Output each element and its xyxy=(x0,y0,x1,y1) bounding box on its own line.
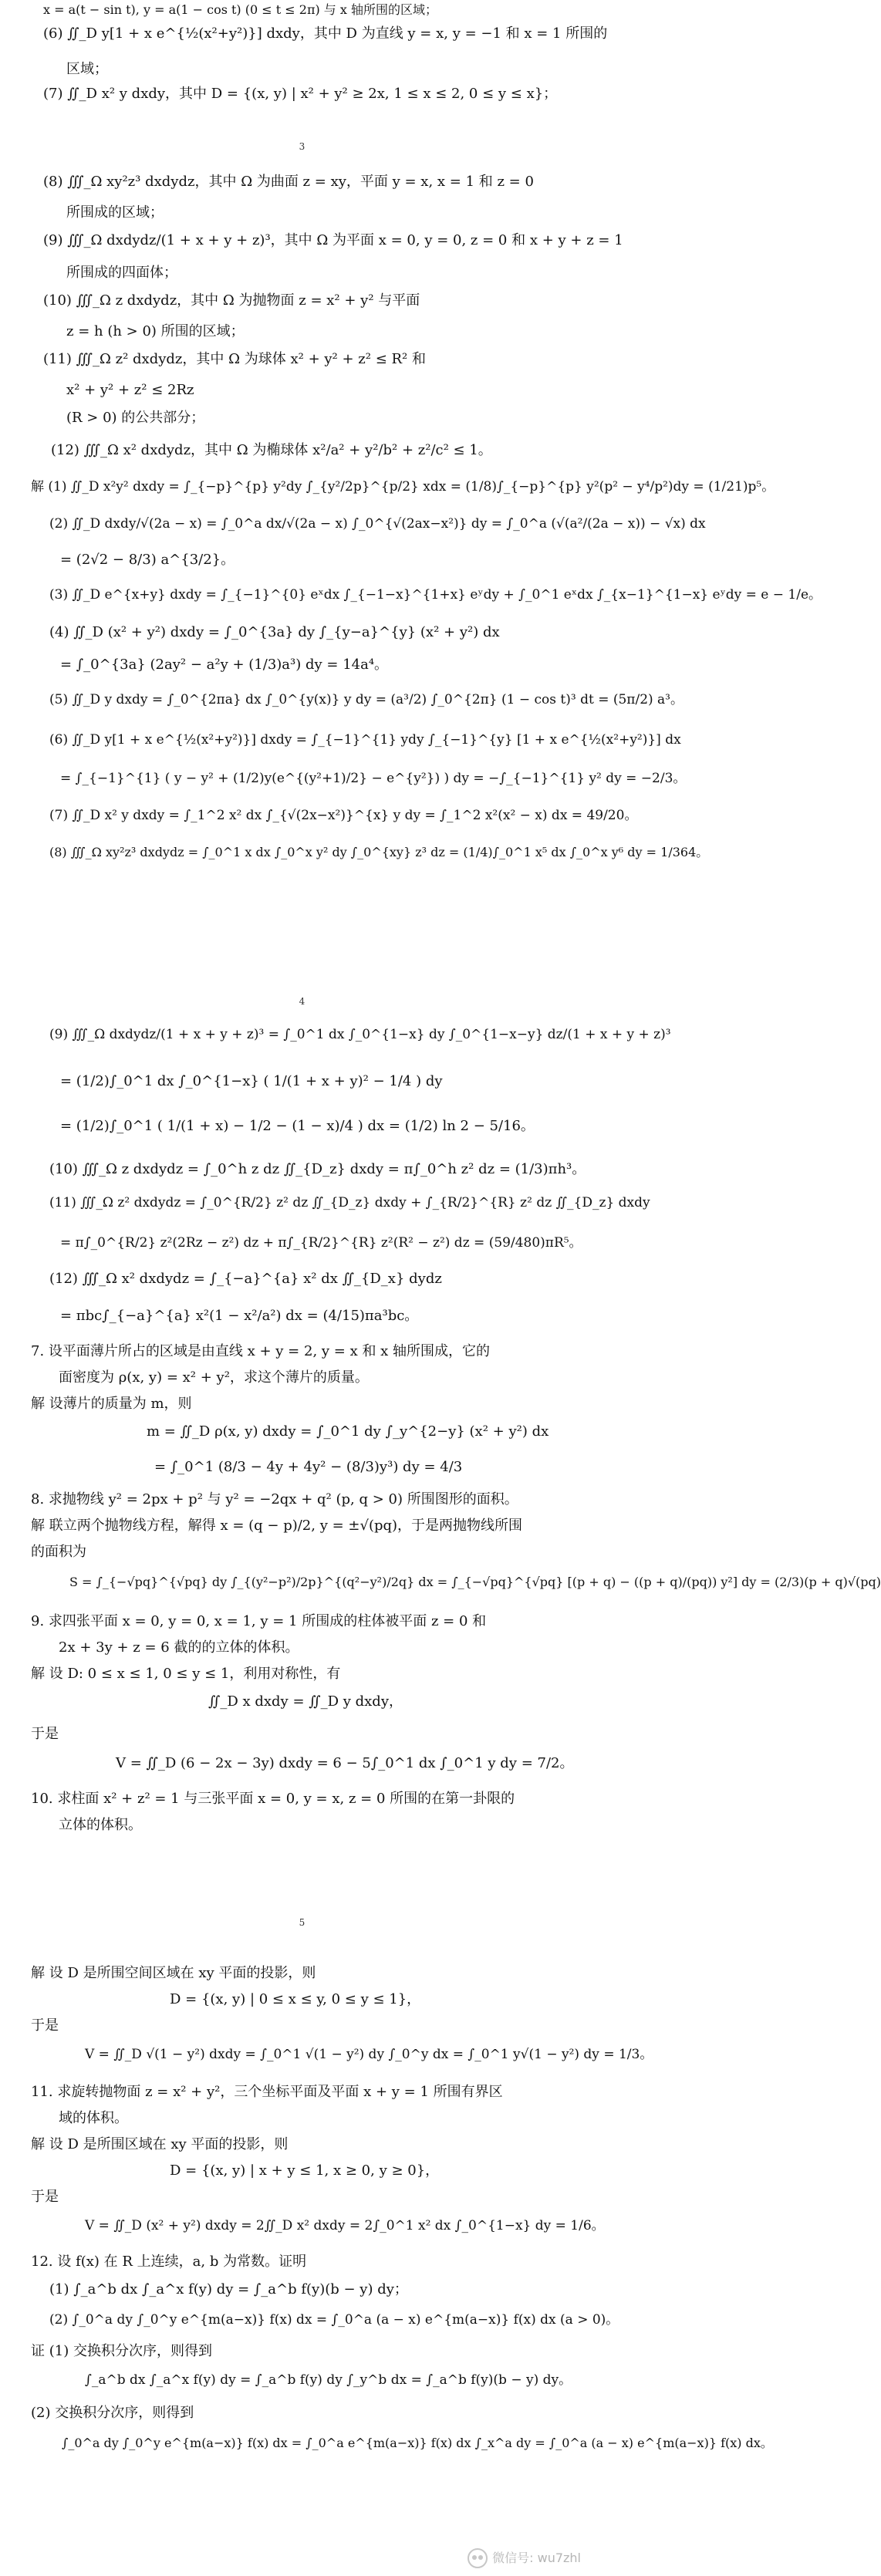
text-line: 所围成的区域； xyxy=(66,204,164,221)
text-line: 解 设 D 是所围区域在 xy 平面的投影，则 xyxy=(31,2136,289,2152)
text-line: = (1/2)∫_0^1 dx ∫_0^{1−x} ( 1/(1 + x + y)² − 1/4 ) dy xyxy=(60,1073,443,1089)
text-line: 所围成的四面体； xyxy=(66,265,177,281)
text-line: (7) ∬_D x² y dxdy，其中 D = {(x, y) | x² + y² ≥ 2x, 1 ≤ x ≤ 2, 0 ≤ y ≤ x}； xyxy=(43,86,558,102)
text-line: V = ∬_D (x² + y²) dxdy = 2∬_D x² dxdy = 2∫_0^1 x² dx ∫_0^{1−x} dy = 1/6。 xyxy=(85,2218,605,2233)
text-line: 区域； xyxy=(66,61,108,77)
text-line: = ∫_0^{3a} (2ay² − a²y + (1/3)a³) dy = 14a⁴。 xyxy=(60,657,389,673)
page-number: 4 xyxy=(299,996,305,1007)
text-line: (9) ∭_Ω dxdydz/(1 + x + y + z)³ = ∫_0^1 dx ∫_0^{1−x} dy ∫_0^{1−x−y} dz/(1 + x + y + z)³ xyxy=(49,1027,671,1042)
text-line: (12) ∭_Ω x² dxdydz = ∫_{−a}^{a} x² dx ∬_{D_x} dydz xyxy=(49,1271,442,1287)
text-line: D = {(x, y) | 0 ≤ x ≤ y, 0 ≤ y ≤ 1}， xyxy=(170,1991,421,2007)
text-line: 解 设 D: 0 ≤ x ≤ 1, 0 ≤ y ≤ 1，利用对称性，有 xyxy=(31,1666,341,1682)
text-line: = (1/2)∫_0^1 ( 1/(1 + x) − 1/2 − (1 − x)/4 ) dx = (1/2) ln 2 − 5/16。 xyxy=(60,1118,535,1134)
text-line: ∫_a^b dx ∫_a^x f(y) dy = ∫_a^b f(y) dy ∫_y^b dx = ∫_a^b f(y)(b − y) dy。 xyxy=(85,2372,572,2388)
text-line: (R > 0) 的公共部分； xyxy=(66,410,205,426)
text-line: x² + y² + z² ≤ 2Rz xyxy=(66,382,194,398)
watermark-text: 微信号: wu7zhl xyxy=(492,2551,581,2566)
text-line: (9) ∭_Ω dxdydz/(1 + x + y + z)³，其中 Ω 为平面 x = 0, y = 0, z = 0 和 x + y + z = 1 xyxy=(43,232,623,248)
wechat-icon xyxy=(468,2548,488,2568)
text-line: (6) ∬_D y[1 + x e^{½(x²+y²)}] dxdy，其中 D 为直线 y = x, y = −1 和 x = 1 所围的 xyxy=(43,25,608,42)
text-line: (1) ∫_a^b dx ∫_a^x f(y) dy = ∫_a^b f(y)(b − y) dy； xyxy=(49,2281,408,2297)
text-line: 解 (1) ∬_D x²y² dxdy = ∫_{−p}^{p} y²dy ∫_{y²/2p}^{p/2} xdx = (1/8)∫_{−p}^{p} y²(p² − y⁴/p²)dy = (1/21)p⁵。 xyxy=(31,479,775,495)
text-line: 解 设 D 是所围空间区域在 xy 平面的投影，则 xyxy=(31,1965,316,1981)
text-line: (4) ∬_D (x² + y²) dxdy = ∫_0^{3a} dy ∫_{y−a}^{y} (x² + y²) dx xyxy=(49,624,500,640)
text-line: D = {(x, y) | x + y ≤ 1, x ≥ 0, y ≥ 0}， xyxy=(170,2162,440,2179)
text-line: 2x + 3y + z = 6 截的的立体的体积。 xyxy=(59,1639,299,1656)
text-line: 解 设薄片的质量为 m，则 xyxy=(31,1396,192,1412)
text-line: (3) ∬_D e^{x+y} dxdy = ∫_{−1}^{0} eˣdx ∫_{−1−x}^{1+x} eʸdy + ∫_0^1 eˣdx ∫_{x−1}^{1−x} eʸdy = e − 1/e。 xyxy=(49,587,822,603)
text-line: 9. 求四张平面 x = 0, y = 0, x = 1, y = 1 所围成的柱体被平面 z = 0 和 xyxy=(31,1613,487,1629)
text-line: (12) ∭_Ω x² dxdydz，其中 Ω 为椭球体 x²/a² + y²/b² + z²/c² ≤ 1。 xyxy=(51,442,492,458)
text-line: V = ∬_D (6 − 2x − 3y) dxdy = 6 − 5∫_0^1 dx ∫_0^1 y dy = 7/2。 xyxy=(116,1755,574,1771)
text-line: (10) ∭_Ω z dxdydz，其中 Ω 为抛物面 z = x² + y² 与平面 xyxy=(43,292,420,309)
text-line: (11) ∭_Ω z² dxdydz = ∫_0^{R/2} z² dz ∬_{D_z} dxdy + ∫_{R/2}^{R} z² dz ∬_{D_z} dxdy xyxy=(49,1195,650,1210)
text-line: 域的体积。 xyxy=(59,2110,128,2126)
text-line: (5) ∬_D y dxdy = ∫_0^{2πa} dx ∫_0^{y(x)} y dy = (a³/2) ∫_0^{2π} (1 − cos t)³ dt = (5π/2) a³。 xyxy=(49,692,684,707)
text-line: (6) ∬_D y[1 + x e^{½(x²+y²)}] dxdy = ∫_{−1}^{1} ydy ∫_{−1}^{y} [1 + x e^{½(x²+y²)}] dx xyxy=(49,732,681,748)
text-line: S = ∫_{−√pq}^{√pq} dy ∫_{(y²−p²)/2p}^{(q²−y²)/2q} dx = ∫_{−√pq}^{√pq} [(p + q) − ((p + q)/(pq)) y²] dy = (2/3)(p + q)√(pq) xyxy=(69,1575,881,1589)
text-line: 面密度为 ρ(x, y) = x² + y²，求这个薄片的质量。 xyxy=(59,1369,369,1386)
text-line: = ∫_0^1 (8/3 − 4y + 4y² − (8/3)y³) dy = 4/3 xyxy=(154,1459,463,1475)
text-line: = ∫_{−1}^{1} ( y − y² + (1/2)y(e^{(y²+1)/2} − e^{y²}) ) dy = −∫_{−1}^{1} y² dy = −2/3。 xyxy=(60,771,687,786)
text-line: (8) ∭_Ω xy²z³ dxdydz，其中 Ω 为曲面 z = xy，平面 y = x, x = 1 和 z = 0 xyxy=(43,174,534,190)
text-line: 证 (1) 交换积分次序，则得到 xyxy=(31,2343,212,2359)
text-line: 于是 xyxy=(31,2017,59,2034)
text-line: 于是 xyxy=(31,1726,59,1742)
text-line: 解 联立两个抛物线方程，解得 x = (q − p)/2, y = ±√(pq)，于是两抛物线所围 xyxy=(31,1518,523,1534)
text-line: (10) ∭_Ω z dxdydz = ∫_0^h z dz ∬_{D_z} dxdy = π∫_0^h z² dz = (1/3)πh³。 xyxy=(49,1161,586,1177)
text-line: 于是 xyxy=(31,2189,59,2205)
text-line: 7. 设平面薄片所占的区域是由直线 x + y = 2, y = x 和 x 轴所围成，它的 xyxy=(31,1343,491,1359)
text-line: 立体的体积。 xyxy=(59,1817,142,1833)
text-line: (2) ∬_D dxdy/√(2a − x) = ∫_0^a dx/√(2a − x) ∫_0^{√(2ax−x²)} dy = ∫_0^a (√(a²/(2a − x)) − √x) dx xyxy=(49,516,706,532)
text-line: (2) 交换积分次序，则得到 xyxy=(31,2405,194,2421)
text-line: 12. 设 f(x) 在 R 上连续，a, b 为常数。证明 xyxy=(31,2254,307,2270)
text-line: = (2√2 − 8/3) a^{3/2}。 xyxy=(60,552,235,568)
text-line: ∬_D x dxdy = ∬_D y dxdy， xyxy=(208,1693,403,1710)
text-line: (8) ∭_Ω xy²z³ dxdydz = ∫_0^1 x dx ∫_0^x y² dy ∫_0^{xy} z³ dz = (1/4)∫_0^1 x⁵ dx ∫_0^x y⁶ dy = 1/364。 xyxy=(49,845,709,859)
text-line: (2) ∫_0^a dy ∫_0^y e^{m(a−x)} f(x) dx = ∫_0^a (a − x) e^{m(a−x)} f(x) dx (a > 0)。 xyxy=(49,2312,619,2328)
text-line: (7) ∬_D x² y dxdy = ∫_1^2 x² dx ∫_{√(2x−x²)}^{x} y dy = ∫_1^2 x²(x² − x) dx = 49/20。 xyxy=(49,808,638,823)
text-line: 的面积为 xyxy=(31,1544,86,1560)
text-line: = πbc∫_{−a}^{a} x²(1 − x²/a²) dx = (4/15)πa³bc。 xyxy=(60,1308,419,1324)
text-line: 11. 求旋转抛物面 z = x² + y²，三个坐标平面及平面 x + y = 1 所围有界区 xyxy=(31,2084,503,2100)
text-line: z = h (h > 0) 所围的区域； xyxy=(66,323,245,339)
text-line: 8. 求抛物线 y² = 2px + p² 与 y² = −2qx + q² (p, q > 0) 所围图形的面积。 xyxy=(31,1491,518,1507)
text-line: ∫_0^a dy ∫_0^y e^{m(a−x)} f(x) dx = ∫_0^a e^{m(a−x)} f(x) dx ∫_x^a dy = ∫_0^a (a − x) e^{m(a−x)} f(x) dx。 xyxy=(62,2436,773,2450)
text-line: m = ∬_D ρ(x, y) dxdy = ∫_0^1 dy ∫_y^{2−y} (x² + y²) dx xyxy=(147,1423,549,1440)
page-number: 3 xyxy=(299,141,305,152)
watermark xyxy=(468,2548,581,2568)
text-line: 10. 求柱面 x² + z² = 1 与三张平面 x = 0, y = x, z = 0 所围的在第一卦限的 xyxy=(31,1791,515,1807)
text-line: = π∫_0^{R/2} z²(2Rz − z²) dz + π∫_{R/2}^{R} z²(R² − z²) dz = (59/480)πR⁵。 xyxy=(60,1235,582,1251)
text-line: x = a(t − sin t), y = a(1 − cos t) (0 ≤ t ≤ 2π) 与 x 轴所围的区域； xyxy=(43,2,437,17)
text-line: (11) ∭_Ω z² dxdydz，其中 Ω 为球体 x² + y² + z² ≤ R² 和 xyxy=(43,351,426,367)
text-line: V = ∬_D √(1 − y²) dxdy = ∫_0^1 √(1 − y²) dy ∫_0^y dx = ∫_0^1 y√(1 − y²) dy = 1/3。 xyxy=(85,2047,653,2062)
page-number: 5 xyxy=(299,1917,305,1928)
